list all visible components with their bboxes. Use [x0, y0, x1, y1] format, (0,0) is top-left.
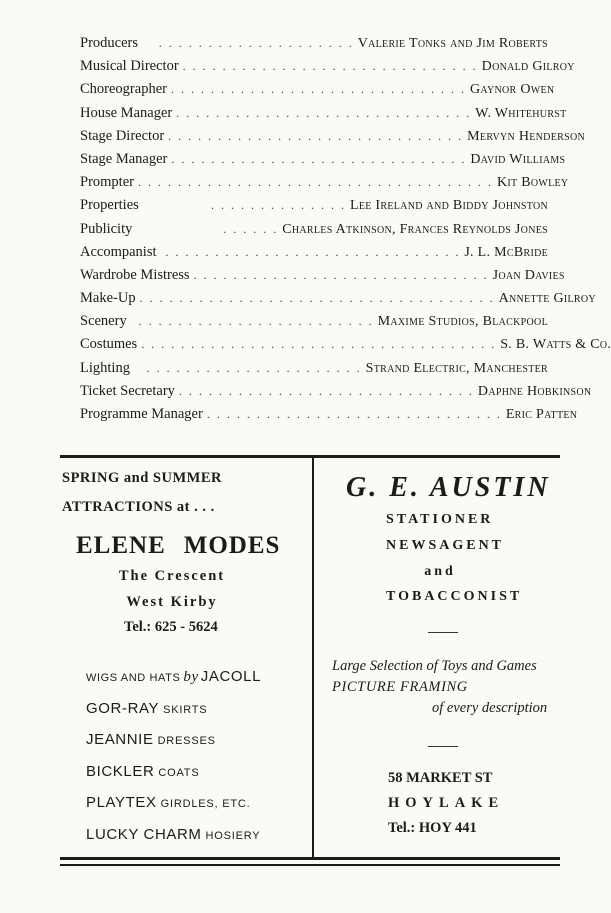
list-item [86, 668, 316, 700]
list-item [86, 826, 316, 858]
divider-bottom [60, 857, 560, 860]
credit-row-make-up [80, 290, 596, 313]
leader-dots: . . . . . . . . . . . . . . . . . . . . . . . . . . . . . . [193, 267, 489, 282]
credit-name: Gaynor Owen [469, 82, 555, 98]
short-rule [428, 632, 458, 633]
shop-name: G. E. AUSTIN [346, 472, 551, 503]
credit-name: Daphne Hobkinson [477, 383, 592, 399]
credit-role: Ticket Secretary [80, 382, 175, 399]
leader-dots: . . . . . . . . . . . . . . . . . . . . . . . . . . . . . . [182, 59, 478, 74]
list-item [86, 763, 316, 795]
credit-name: Charles Atkinson, Frances Reynolds Jones [282, 221, 548, 237]
shop-name-word1: ELENE [76, 532, 166, 559]
list-item [86, 794, 316, 826]
credit-role: Properties [80, 197, 139, 214]
credit-role: Stage Manager [80, 150, 168, 167]
credit-row-ticket-secretary [80, 382, 592, 406]
ad-headline-line1: SPRING and SUMMER [62, 470, 222, 486]
credit-role: Lighting [80, 359, 130, 376]
credit-name: David Williams [470, 151, 566, 167]
trade-newsagent: NEWSAGENT [386, 538, 505, 553]
leader-dots: . . . . . . . . . . . . . . . . . . . . . . . . . . . . . . [176, 105, 472, 120]
leader-dots: . . . . . . . . . . . . . . . . . . . . . . . . . . . . . . . . . . . . [141, 337, 497, 352]
trade-stationer: STATIONER [386, 512, 494, 527]
shop-name-word2: MODES [183, 532, 281, 559]
leader-dots: . . . . . . [223, 221, 279, 236]
credit-role: Prompter [80, 174, 134, 191]
shop-telephone: Tel.: 625 - 5624 [124, 619, 218, 635]
credit-role: Wardrobe Mistress [80, 266, 190, 283]
tagline-framing: PICTURE FRAMING [332, 679, 468, 695]
credits-list [80, 35, 611, 429]
leader-dots: . . . . . . . . . . . . . . . . . . . . . . . . . . . . . . . . . . . . [139, 291, 495, 306]
credit-row-stage-manager [80, 150, 566, 174]
credit-name: Valerie Tonks and Jim Roberts [357, 36, 548, 51]
leader-dots: . . . . . . . . . . . . . . . . . . . . . . . . . . . . . . [171, 151, 467, 166]
shop-name [76, 532, 280, 560]
credit-name: J. L. McBride [464, 244, 548, 260]
credit-role: Stage Director [80, 127, 165, 144]
credit-row-costumes [80, 336, 611, 359]
advert-elene-modes [62, 470, 310, 843]
credit-role: Producers [80, 35, 138, 51]
credit-name: S. B. Watts & Co. [500, 337, 611, 353]
credit-row-publicity [80, 221, 548, 244]
short-rule [428, 746, 458, 747]
credit-name: Strand Electric, Manchester [365, 360, 548, 376]
leader-dots: . . . . . . . . . . . . . . . . . . . . . . . . [138, 314, 374, 329]
credit-role: Musical Director [80, 58, 179, 75]
credit-row-house-manager [80, 104, 567, 128]
credit-name: Annette Gilroy [498, 291, 596, 307]
item-prefix: WIGS AND HATS [86, 672, 181, 684]
credit-role: Publicity [80, 220, 133, 237]
item-product: GIRDLES, ETC. [160, 798, 251, 810]
leader-dots: . . . . . . . . . . . . . . . . . . . . . . . . . . . . . . [178, 383, 474, 398]
credit-name: Kit Bowley [496, 175, 569, 191]
tagline-toys: Large Selection of Toys and Games [332, 658, 537, 674]
credit-row-programme-manager [80, 406, 578, 429]
credit-name: Lee Ireland and Biddy Johnston [349, 198, 548, 214]
item-product: SKIRTS [163, 703, 208, 716]
item-product: DRESSES [157, 735, 216, 747]
product-list [86, 668, 316, 857]
credit-row-wardrobe-mistress [80, 266, 565, 290]
credit-name: Donald Gilroy [481, 59, 575, 75]
credit-role: Accompanist [80, 243, 157, 260]
list-item [86, 700, 316, 732]
credit-row-producers [80, 35, 548, 58]
leader-dots: . . . . . . . . . . . . . . . . . . . . . . [146, 360, 362, 375]
credit-row-choreographer [80, 81, 555, 104]
shop-street: The Crescent [118, 568, 226, 584]
tagline-description: of every description [432, 700, 548, 716]
shop-town: West Kirby [126, 594, 218, 610]
leader-dots: . . . . . . . . . . . . . . . . . . . . . . . . . . . . . . [165, 244, 461, 259]
credit-role: Make-Up [80, 290, 136, 307]
divider-bottom-double [60, 864, 560, 866]
item-brand: JACOLL [200, 668, 262, 685]
leader-dots: . . . . . . . . . . . . . . . . . . . . . . . . . . . . . . [170, 82, 466, 97]
credit-name: W. Whitehurst [475, 105, 567, 121]
credit-row-prompter [80, 174, 569, 197]
item-brand: LUCKY CHARM [86, 825, 202, 843]
divider-top [60, 455, 560, 458]
credit-row-accompanist [80, 244, 548, 267]
list-item [86, 731, 316, 763]
credit-name: Joan Davies [492, 267, 565, 283]
item-product: COATS [158, 766, 200, 779]
credit-role: Costumes [80, 336, 138, 353]
item-product: HOSIERY [205, 829, 261, 842]
credit-row-stage-director [80, 127, 585, 151]
item-brand: JEANNIE [86, 731, 154, 748]
credit-role: Programme Manager [80, 406, 203, 422]
credit-row-musical-director [80, 58, 575, 81]
credit-name: Mervyn Henderson [467, 128, 585, 144]
credit-role: House Manager [80, 104, 173, 121]
credit-role: Scenery [80, 313, 127, 330]
credit-row-properties [80, 197, 548, 220]
item-by: by [183, 669, 199, 685]
credit-row-scenery [80, 313, 548, 336]
shop-street: 58 MARKET ST [388, 770, 493, 786]
credit-role: Choreographer [80, 81, 167, 98]
leader-dots: . . . . . . . . . . . . . . [210, 198, 346, 213]
leader-dots: . . . . . . . . . . . . . . . . . . . . . . . . . . . . . . . . . . . . [137, 175, 493, 190]
ad-headline-line2: ATTRACTIONS at . . . [62, 499, 215, 515]
leader-dots: . . . . . . . . . . . . . . . . . . . . [158, 36, 354, 50]
credit-row-lighting [80, 360, 548, 383]
item-brand: PLAYTEX [86, 794, 157, 811]
leader-dots: . . . . . . . . . . . . . . . . . . . . . . . . . . . . . . [168, 128, 464, 143]
credit-name: Eric Patten [505, 407, 578, 422]
shop-telephone: Tel.: HOY 441 [388, 820, 477, 836]
trade-and: and [424, 564, 456, 579]
leader-dots: . . . . . . . . . . . . . . . . . . . . . . . . . . . . . . [206, 407, 502, 421]
shop-town: HOYLAKE [388, 795, 505, 811]
item-brand: BICKLER [86, 762, 155, 780]
item-brand: GOR-RAY [86, 699, 160, 717]
trade-tobacconist: TOBACCONIST [386, 589, 523, 604]
credit-name: Maxime Studios, Blackpool [377, 314, 548, 330]
